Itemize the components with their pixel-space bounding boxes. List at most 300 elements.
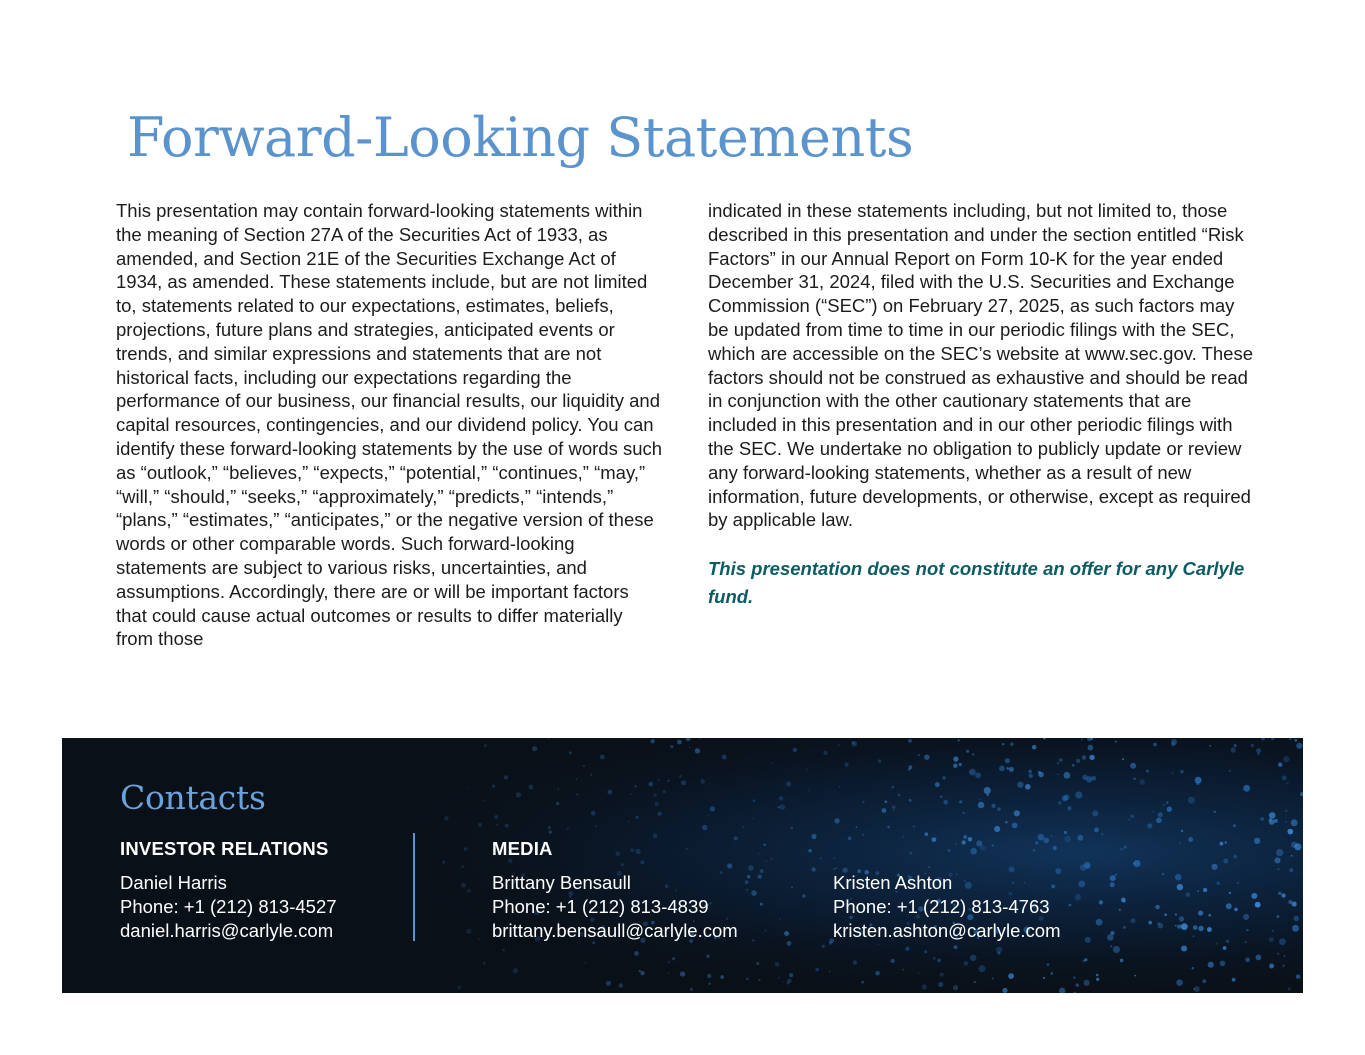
particle-dot [1035,841,1038,844]
particle-dot [607,790,612,795]
particle-dot [681,780,686,785]
particle-dot [887,826,890,829]
particle-dot [702,825,707,830]
particle-dot [746,889,748,891]
particle-dot [1193,988,1195,990]
particle-dot [1296,974,1300,978]
particle-dot [918,754,920,756]
particle-dot [1122,758,1124,760]
particle-dot [1234,744,1237,747]
particle-dot [1157,922,1160,925]
particle-dot [1043,837,1049,843]
particle-dot [1296,743,1302,749]
contacts-panel [62,738,1303,993]
particle-dot [789,973,793,977]
particle-dot [1012,823,1018,829]
particle-dot [1163,804,1165,806]
particle-dot [746,978,749,981]
particle-dot [898,793,901,796]
particle-dot [658,812,662,816]
particle-dot [1156,818,1162,824]
body-column-right [708,199,1256,611]
particle-dot [720,975,724,979]
particle-dot [1075,894,1081,900]
particle-dot [1120,848,1123,851]
particle-dot [1134,975,1136,977]
particle-dot [953,763,957,767]
particle-dot [771,763,772,764]
particle-dot [1288,987,1291,990]
media-heading: MEDIA [492,838,553,859]
particle-dot [974,981,976,983]
particle-dot [970,955,976,961]
particle-dot [1101,833,1103,835]
particle-dot [583,765,585,767]
particle-dot [1283,756,1289,762]
particle-dot [760,903,763,906]
particle-dot [1025,784,1031,790]
particle-dot [963,812,965,814]
particle-dot [1057,762,1059,764]
particle-dot [987,794,989,796]
particle-dot [1220,961,1226,967]
particle-dot [663,790,666,793]
particle-dot [902,836,904,838]
particle-dot [787,941,792,946]
contact-email[interactable]: brittany.bensaull@carlyle.com [492,920,738,941]
particle-dot [924,754,929,759]
particle-dot [1198,911,1203,916]
particle-dot [978,802,985,809]
particle-dot [1279,938,1286,945]
particle-dot [1152,811,1154,813]
particle-dot [1166,801,1168,803]
particle-dot [634,951,639,956]
particle-dot [706,954,710,958]
particle-dot [1053,846,1057,850]
particle-dot [1278,763,1282,767]
particle-dot [969,769,976,776]
particle-dot [1064,836,1070,842]
particle-dot [1038,771,1041,774]
particle-dot [766,860,768,862]
particle-dot [783,981,784,982]
particle-dot [856,827,858,829]
particle-dot [836,867,838,869]
particle-dot [1243,914,1249,920]
particle-dot [667,779,669,781]
particle-dot [590,774,592,776]
particle-dot [1197,890,1199,892]
particle-dot [829,970,831,972]
particle-dot [1124,846,1127,849]
particle-dot [839,786,841,788]
particle-dot [1113,946,1120,953]
particle-dot [751,890,757,896]
particle-dot [1269,963,1274,968]
particle-dot [790,827,793,830]
particle-dot [1067,806,1071,810]
particle-dot [1294,916,1300,922]
particle-dot [1292,925,1299,932]
particle-dot [928,866,930,868]
particle-dot [1028,770,1032,774]
particle-dot [1096,974,1099,977]
particle-dot [1232,978,1236,982]
contact-phone[interactable]: Phone: +1 (212) 813-4763 [833,896,1050,917]
particle-dot [630,848,634,852]
particle-dot [1059,758,1063,762]
particle-dot [628,821,630,823]
particle-dot [677,740,682,745]
particle-dot [997,807,1001,811]
particle-dot [908,739,912,743]
particle-dot [615,851,620,856]
particle-dot [848,836,852,840]
contact-name: Brittany Bensaull [492,872,631,893]
particle-dot [861,981,864,984]
particle-dot [672,957,675,960]
particle-dot [1171,739,1177,745]
particle-dot [1285,821,1287,823]
particle-dot [1198,926,1203,931]
particle-dot [1115,874,1117,876]
particle-dot [812,867,816,871]
particle-dot [1291,842,1297,848]
particle-dot [1002,743,1004,745]
particle-dot [963,835,967,839]
particle-dot [1185,892,1190,897]
contact-name: Daniel Harris [120,872,227,893]
particle-dot [1192,967,1194,969]
particle-dot [734,836,738,840]
investor-relations-heading: INVESTOR RELATIONS [120,838,329,859]
offer-disclaimer: This presentation does not constitute an offer for any Carlyle fund. [708,558,1245,608]
particle-dot [619,983,623,987]
particle-dot [1133,778,1135,780]
particle-dot [1110,882,1115,887]
particle-dot [1008,973,1014,979]
particle-dot [780,804,786,810]
particle-dot [833,857,835,859]
particle-dot [891,959,895,963]
particle-dot [942,776,945,779]
particle-dot [909,799,912,802]
particle-dot [1120,959,1124,963]
particle-dot [984,787,991,794]
particle-dot [639,970,641,972]
page-title: Forward-Looking Statements [127,106,914,169]
particle-dot [1083,960,1086,963]
particle-dot [905,947,909,951]
particle-dot [1096,978,1099,981]
contact-phone[interactable]: Phone: +1 (212) 813-4839 [492,896,709,917]
particle-dot [648,782,653,787]
particle-dot [811,834,816,839]
particle-dot [808,849,812,853]
particle-dot [819,857,821,859]
particle-dot [585,962,587,964]
particle-dot [1107,934,1114,941]
particle-dot [635,849,640,854]
particle-dot [1277,915,1280,918]
particle-dot [1269,818,1272,821]
contact-name: Kristen Ashton [833,872,953,893]
particle-dot [1211,864,1217,870]
particle-dot [862,801,864,803]
particle-dot [1256,748,1261,753]
particle-dot [1289,868,1293,872]
particle-dot [1181,830,1183,832]
particle-dot [765,930,767,932]
particle-dot [806,769,808,771]
particle-dot [779,796,783,800]
particle-dot [1099,900,1103,904]
contact-email[interactable]: daniel.harris@carlyle.com [120,920,334,941]
particle-dot [758,875,762,879]
particle-dot [1225,841,1227,843]
particle-dot [1078,881,1085,888]
particle-dot [891,786,894,789]
particle-dot [778,806,780,808]
particle-dot [1181,923,1188,930]
particle-dot [1051,972,1054,975]
particle-dot [1282,964,1285,967]
particle-dot [852,741,857,746]
particle-dot [747,875,750,878]
particle-dot [1085,937,1091,943]
particle-dot [1110,875,1116,881]
particle-dot [600,755,605,760]
particle-dot [1180,770,1184,774]
particle-dot [1175,925,1177,927]
particle-dot [940,796,942,798]
particle-dot [793,748,798,753]
particle-dot [631,793,633,795]
particle-dot [753,799,756,802]
particle-dot [791,886,793,888]
particle-background [62,738,1303,993]
contact-email[interactable]: kristen.ashton@carlyle.com [833,920,1061,941]
particle-dot [1214,811,1216,813]
particle-dot [1282,775,1287,780]
particle-dot [1195,777,1202,784]
particle-dot [1129,819,1131,821]
particle-dot [823,751,827,755]
particle-dot [1064,794,1070,800]
particle-dot [1269,812,1276,819]
particle-dot [833,869,834,870]
particle-dot [1179,916,1184,921]
particle-dot [748,865,754,871]
particle-dot [1207,927,1212,932]
particle-dot [722,755,727,760]
particle-dot [1278,868,1280,870]
particle-dot [962,840,966,844]
particle-dot [1281,893,1285,897]
particle-dot [1092,810,1098,816]
contact-phone[interactable]: Phone: +1 (212) 813-4527 [120,896,337,917]
particle-dot [1246,929,1248,931]
particle-dot [1009,767,1014,772]
particle-dot [1167,807,1172,812]
particle-dot [668,961,670,963]
particle-dot [978,965,985,972]
particle-dot [1286,782,1288,784]
particle-dot [1217,882,1220,885]
particle-dot [940,973,944,977]
particle-dot [752,818,754,820]
particle-dot [1255,902,1261,908]
particle-dot [591,811,596,816]
particle-dot [708,983,710,985]
particle-dot [1288,900,1292,904]
particle-dot [991,804,995,808]
particle-dot [844,763,848,767]
particle-dot [784,931,789,936]
particle-dot [1123,926,1126,929]
particle-dot [771,858,773,860]
particle-dot [1147,823,1152,828]
particle-dot [959,763,962,766]
particle-dot [1251,744,1255,748]
particle-dot [862,834,863,835]
particle-dot [881,808,886,813]
particle-dot [802,894,806,898]
particle-dot [1181,945,1187,951]
particle-dot [933,957,936,960]
particle-dot [686,848,688,850]
contact-card-daniel-harris [120,871,337,943]
particle-dot [902,969,904,971]
particle-dot [1130,763,1136,769]
particle-dot [966,750,969,753]
particle-dot [1110,945,1112,947]
particle-dot [808,790,809,791]
particle-dot [1188,797,1195,804]
particle-dot [1188,837,1193,842]
particle-dot [640,971,644,975]
particle-dot [1162,873,1164,875]
particle-dot [1209,745,1211,747]
particle-dot [1287,829,1293,835]
particle-dot [1193,925,1198,930]
particle-dot [853,960,857,964]
particle-dot [1064,831,1067,834]
particle-dot [1121,898,1126,903]
particle-dot [1047,963,1050,966]
particle-dot [1277,953,1279,955]
particle-dot [707,815,708,816]
particle-dot [1064,772,1071,779]
particle-dot [1171,772,1174,775]
particle-dot [1260,817,1264,821]
particle-dot [1175,874,1182,881]
particle-dot [1073,976,1075,978]
particle-dot [595,825,597,827]
particle-dot [690,988,693,991]
particle-dot [1285,810,1287,812]
particle-dot [997,952,1000,955]
particle-dot [878,759,881,762]
particle-dot [878,944,879,945]
particle-dot [910,852,913,855]
particle-dot [1038,834,1045,841]
particle-dot [885,800,888,803]
particle-dot [1006,767,1009,770]
particle-dot [775,962,780,967]
particle-dot [787,978,791,982]
particle-dot [679,775,682,778]
particle-dot [1058,801,1062,805]
particle-dot [1087,745,1093,751]
particle-dot [1251,893,1257,899]
particle-dot [1175,914,1177,916]
particle-dot [1234,908,1238,912]
forward-looking-text-part-2: indicated in these statements including, but not limited to, those described in this presentation and under the section entitled “Risk Factors” in our Annual Report on Form 10-K for the year ended December 31, 2024, filed with the U.S. Securities and Exchange Commission (“SEC”) on February 27, 2025, as such factors may be updated from time to time in our periodic filings with the SEC, which are accessible on the SEC’s website at www.sec.gov. These factors should not be construed as exhaustive and should be read in conjunction with the other cautionary statements that are included in this presentation and in our other periodic filings with the SEC. We undertake no obligation to publicly update or review any forward-looking statements, whether as a result of new information, future developments, or otherwise, except as required by applicable law. [708,200,1253,531]
particle-dot [992,844,994,846]
particle-dot [955,843,956,844]
particle-dot [1083,980,1089,986]
particle-dot [1085,864,1090,869]
particle-dot [1233,824,1236,827]
particle-dot [1245,957,1250,962]
particle-dot [938,982,943,987]
particle-dot [932,837,937,842]
particle-dot [972,753,974,755]
particle-dot [1005,758,1010,763]
particle-dot [924,950,927,953]
particle-dot [1223,946,1227,950]
particle-dot [1119,909,1121,911]
particle-dot [1148,921,1152,925]
particle-dot [1269,937,1274,942]
particle-dot [763,843,766,846]
particle-dot [1202,979,1206,983]
particle-dot [1080,864,1087,871]
particle-dot [1258,753,1260,755]
particle-dot [875,971,880,976]
particle-dot [1226,903,1232,909]
particle-dot [1216,943,1218,945]
particle-dot [636,816,639,819]
particle-dot [999,766,1005,772]
particle-dot [918,972,920,974]
particle-dot [606,981,611,986]
particle-dot [1075,791,1082,798]
particle-dot [1223,859,1228,864]
particle-dot [1208,914,1211,917]
particle-dot [1237,882,1239,884]
particle-dot [710,806,715,811]
particle-dot [1158,812,1163,817]
particle-dot [1014,810,1020,816]
particle-dot [964,961,969,966]
particle-dot [1289,738,1291,740]
particle-dot [1153,743,1157,747]
particle-dot [658,779,660,781]
body-column-left [116,199,664,651]
particle-dot [1146,770,1149,773]
particle-dot [758,853,760,855]
particle-dot [670,745,673,748]
particle-dot [1029,774,1033,778]
particle-dot [653,833,658,838]
particle-dot [1255,954,1261,960]
particle-dot [834,818,839,823]
particle-dot [1177,884,1183,890]
particle-dot [968,837,972,841]
